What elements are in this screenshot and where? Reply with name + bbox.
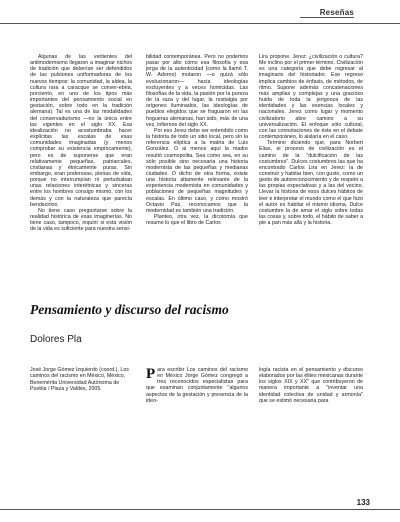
header-rule [0, 23, 400, 24]
footer-rule [0, 509, 400, 510]
paragraph: bilidad contemporánea. Pero no podemos pasar por alto cómo esa filosofía y esa jerga de la autenticidad (como la llamó T. W. Adorno) mutaron —o quizá sólo evolucionaron— hacia ideologías excluyentes y a veces homicidas. Las filosofías de la vida, la pasión por la pureza de la raza y del lugar, la nostalgia por orígenes iluminados, las ideologías de pueblos elegidos que se fraguaron en las hogueras alemanas, han sido, más de una vez, infiernos del siglo XX. [146, 54, 248, 128]
paragraph: logía racista en el pensamiento y discurso elaborados por las élites mexicanas durante los siglos XIX y XX" que contribuyeron de manera importante a "inventar una identidad colectiva de unidad y armonía" que se estimó necesaria para [259, 367, 363, 404]
header-accent-rule [300, 17, 354, 18]
paragraph: Por eso Jerez debe ser entendido como la historia de todo un sitio local, pero sin la referencia elíptica a la matria de Luis González. O al menos aquí la madre resultó cosmopolita. Sea como sea, en su sólo posible sino necesaria una historia modernista de las pequeñas y medianas ciudades. O dicho de otra forma, existe una historia altamente relevante de la experiencia modernista en comunidades y poblaciones de pequeñas magnitudes y escalas. En último caso, y como mostró Octavio Paz, reconocamos que la modernidad es también una tradición. [146, 127, 248, 214]
paragraph: ara escribir Los caminos del racismo en México Jorge Gómez congregó a tres reconocidos especialistas para que examinan conjuntamente "algunos aspectos de la gestación y presencia de la ideo- [146, 367, 248, 404]
page-number: 133 [356, 498, 370, 507]
article-author: Dolores Pla [30, 334, 82, 345]
paragraph: Algunas de las vertientes del antimodernismo llegaron a imaginar nichos de tradición que deberían ser defendidos de las pulsiones uniformadoras de los nuevos tiempos: la comunidad, la aldea, la cultura rara a caracque se conver-ebria, porciento, en uno de los tipos más importantes del pensamiento social en gestación, sobre todo en la tradición alemana). Tal es una de las modalidades del conservadurismo —no la única entre las vigentes en el siglo XX. Esa idealización no acostumbraba hacer explícitas las escalas de esas comunidades imaginadas (y menos comprobar su existencia empíricamente), pero es de suponerse que eran relativamente pequeñas, patriarcales, cristianas y étnicamente puras. Sin embargo, eran poderosas, plenas de vida, porque no interrumpían ni perturbaban unas relaciones interétnicas y sinceras entre los hombres consigo mismo, con los demás y con la naturaleza que parecía bendecirlos. [30, 54, 132, 208]
article1-column-3 [259, 54, 363, 226]
drop-cap: P [146, 366, 156, 382]
reference-text: José Jorge Gómez Izquierdo (coord.), Los caminos del racismo en México, México, Benemérita Universidad Autónoma de Puebla / Plaza y Valdés, 2005. [30, 367, 129, 392]
bibliographic-reference [30, 367, 132, 392]
paragraph: No tiene caso preguntarse sobre la realidad histórica de esas imaginerías. No tiene caso, tampoco, inquirir si esta visión de la vida es suficiente para nuestra sensi- [30, 207, 132, 233]
paragraph: Termino diciendo que, para Norbert Elias, el proceso de civilización es el camino de la "dulcificación de las costumbres". Dulces costumbres las que ha encontrado Carlos Lira en Jerez: la de construir y habitar bien, con gusto, como un gesto de autoreconocimiento y de respeto a las propias expectativas y a las del vecino. Llevar la historia de esos dulces hábitos de leer e interpretar el mundo como el que hizo el autor es habitar el mismo idioma. Dulce costumbre la de amar el siglo sobre todas las cosas y, sobre todo, el hábito de saber a pie a pan más allá y la historia. [259, 140, 363, 227]
article2-column-2 [146, 367, 248, 404]
section-label: Reseñas [319, 8, 354, 17]
paragraph: Planteo, otra vez, la dicotomía que resume lo que el libro de Carlos [146, 214, 248, 227]
article1-column-2 [146, 54, 248, 226]
article2-column-3 [259, 367, 363, 404]
article1-column-1 [30, 54, 132, 233]
paragraph: Lira propone. Jerez: ¿civilización o cultura? Me inclino por el primer término. Civilización es una categoría que debe regresar al imaginario del historiador. Ese regreso implica cambios de énfasis, de métodos, de ritmo. Supone además concatenaciones más amplias y complejas y una gracioso huida de toda la jerigonza de las identidades y las esencias locales y nacionales. Jerez como lugar y momento civilizatorio abre camino a su universalización. El enfoque sólo cultural, con las connotaciones de éste en el debate contemporáneo, lo aislaría en el caso. [259, 54, 363, 141]
page-header [0, 0, 400, 30]
article-title: Pensamiento y discurso del racismo [30, 302, 229, 317]
